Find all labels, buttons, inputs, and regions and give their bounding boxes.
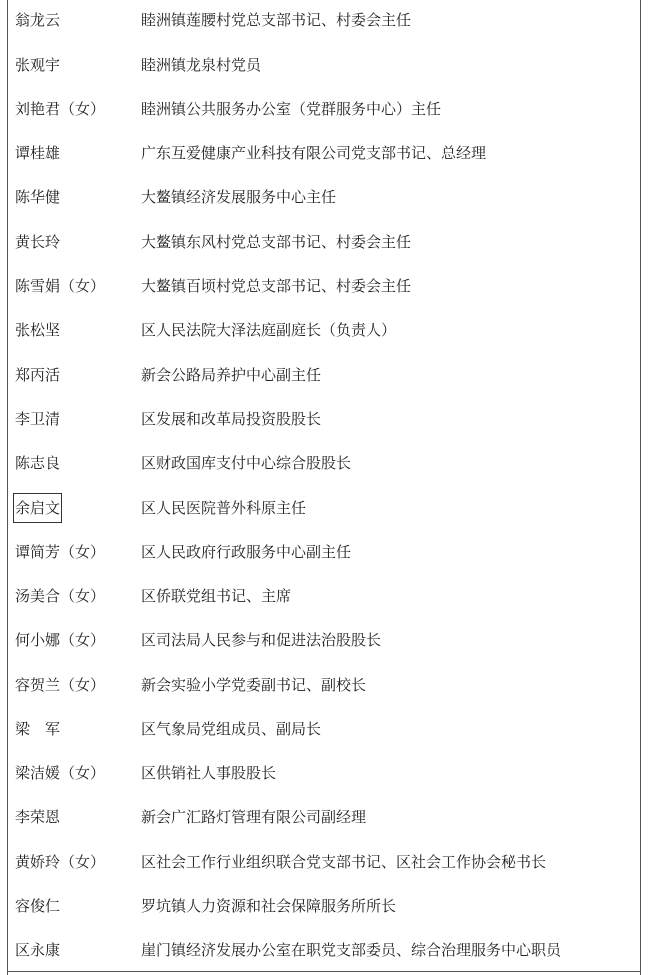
person-name: 黄娇玲（女） [15, 853, 106, 871]
person-name: 梁 军 [15, 720, 61, 738]
person-name: 张松坚 [15, 321, 61, 339]
list-row [0, 758, 640, 788]
person-name: 张观宇 [15, 56, 61, 74]
list-row [0, 714, 640, 744]
person-name-selected[interactable]: 余启文 [14, 494, 61, 522]
list-row [0, 94, 640, 124]
person-name: 陈志良 [15, 454, 61, 472]
list-row [0, 625, 640, 655]
list-row [0, 670, 640, 700]
person-title: 睦洲镇龙泉村党员 [141, 56, 262, 74]
person-name: 李卫清 [15, 410, 61, 428]
person-title: 大鳌镇东风村党总支部书记、村委会主任 [141, 233, 412, 251]
person-name: 刘艳君（女） [15, 100, 106, 118]
list-row [0, 5, 640, 35]
person-title: 新会实验小学党委副书记、副校长 [141, 676, 367, 694]
person-title: 广东互爱健康产业科技有限公司党支部书记、总经理 [141, 144, 487, 162]
person-title: 区人民医院普外科原主任 [141, 499, 307, 517]
list-row [0, 493, 640, 523]
person-title: 新会公路局养护中心副主任 [141, 366, 322, 384]
list-row [0, 935, 640, 965]
list-row [0, 404, 640, 434]
person-title: 睦洲镇公共服务办公室（党群服务中心）主任 [141, 100, 442, 118]
person-title: 睦洲镇莲腰村党总支部书记、村委会主任 [141, 11, 412, 29]
person-name: 何小娜（女） [15, 631, 106, 649]
list-row [0, 138, 640, 168]
list-row [0, 847, 640, 877]
person-title: 区侨联党组书记、主席 [141, 587, 292, 605]
person-name: 郑丙活 [15, 366, 61, 384]
list-row [0, 182, 640, 212]
person-name: 翁龙云 [15, 11, 61, 29]
person-title: 区司法局人民参与和促进法治股股长 [141, 631, 382, 649]
list-row [0, 227, 640, 257]
person-title: 新会广汇路灯管理有限公司副经理 [141, 808, 367, 826]
bottom-border-line [7, 971, 641, 972]
person-title: 大鳌镇经济发展服务中心主任 [141, 188, 337, 206]
person-name: 陈雪娟（女） [15, 277, 106, 295]
person-title: 大鳌镇百顷村党总支部书记、村委会主任 [141, 277, 412, 295]
person-name: 汤美合（女） [15, 587, 106, 605]
person-name: 李荣恩 [15, 808, 61, 826]
person-title: 区供销社人事股股长 [141, 764, 277, 782]
right-border-line [640, 0, 641, 975]
person-name: 容俊仁 [15, 897, 61, 915]
person-name: 黄长玲 [15, 233, 61, 251]
person-name: 谭桂雄 [15, 144, 61, 162]
person-title: 区发展和改革局投资股股长 [141, 410, 322, 428]
person-title: 区人民政府行政服务中心副主任 [141, 543, 352, 561]
person-title: 崖门镇经济发展办公室在职党支部委员、综合治理服务中心职员 [141, 941, 562, 959]
list-row [0, 802, 640, 832]
list-row [0, 891, 640, 921]
list-row [0, 50, 640, 80]
person-title: 区财政国库支付中心综合股股长 [141, 454, 352, 472]
list-row [0, 448, 640, 478]
person-title: 区人民法院大泽法庭副庭长（负责人） [141, 321, 397, 339]
list-row [0, 360, 640, 390]
person-name: 梁洁媛（女） [15, 764, 106, 782]
person-title: 罗坑镇人力资源和社会保障服务所所长 [141, 897, 397, 915]
person-name: 容贺兰（女） [15, 676, 106, 694]
list-row [0, 581, 640, 611]
list-row [0, 537, 640, 567]
person-name: 陈华健 [15, 188, 61, 206]
person-name: 区永康 [15, 941, 61, 959]
person-title: 区气象局党组成员、副局长 [141, 720, 322, 738]
person-title: 区社会工作行业组织联合党支部书记、区社会工作协会秘书长 [141, 853, 547, 871]
list-row [0, 315, 640, 345]
person-name: 谭简芳（女） [15, 543, 106, 561]
list-row [0, 271, 640, 301]
